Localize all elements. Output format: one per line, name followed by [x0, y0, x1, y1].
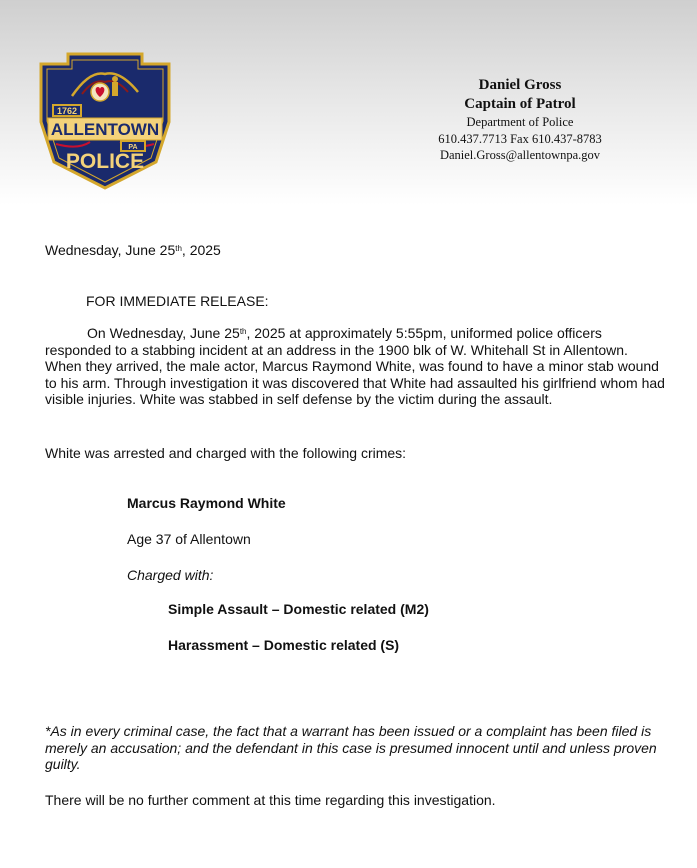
- charged-with-label: Charged with:: [127, 567, 214, 583]
- date-ordinal-suffix: th: [175, 244, 182, 253]
- badge-state: PA: [128, 144, 138, 151]
- date-prefix: Wednesday, June 25: [45, 242, 176, 258]
- contact-phone-fax: 610.437.7713 Fax 610.437-8783: [438, 131, 602, 146]
- legal-disclaimer: *As in every criminal case, the fact that a warrant has been issued or a complaint has been filed is merely an accusation; and the defendant in this case is presumed innocent until and unless proven guilty.: [45, 723, 657, 772]
- release-heading: FOR IMMEDIATE RELEASE:: [86, 293, 269, 309]
- charge-item: Simple Assault – Domestic related (M2): [168, 601, 429, 617]
- body-rest: , 2025 at approximately 5:55pm, uniformed police officers responded to a stabbing incident at an address in the 1900 blk of W. Whitehall St in Allentown. When they arrived, the male actor, Marcus Raymond White, was found to have a minor stab wound to his arm. Through investigation it was discovered that White had assaulted his girlfriend whom had visible injuries. White was stabbed in self defense by the victim during the assault.: [45, 325, 665, 407]
- police-badge-logo: [38, 52, 172, 190]
- charge-item: Harassment – Domestic related (S): [168, 637, 400, 653]
- badge-agency: POLICE: [65, 150, 145, 173]
- contact-block: [420, 76, 620, 164]
- suspect-name: Marcus Raymond White: [127, 495, 286, 511]
- suspect-age: Age 37 of Allentown: [127, 531, 251, 547]
- closing-statement: There will be no further comment at this time regarding this investigation.: [45, 792, 496, 808]
- contact-title: Captain of Patrol: [464, 96, 576, 112]
- body-ordinal-suffix: th: [239, 327, 247, 336]
- contact-name: Daniel Gross: [478, 77, 562, 93]
- letter-date: [45, 242, 221, 259]
- badge-city: ALLENTOWN: [50, 120, 160, 139]
- body-prefix: On Wednesday, June 25: [87, 325, 240, 341]
- contact-email[interactable]: Daniel.Gross@allentownpa.gov: [439, 148, 601, 162]
- badge-year: 1762: [56, 106, 78, 116]
- contact-department: Department of Police: [466, 115, 574, 129]
- arrest-statement: White was arrested and charged with the following crimes:: [45, 445, 407, 461]
- incident-paragraph: [45, 325, 665, 408]
- date-year: , 2025: [181, 242, 221, 258]
